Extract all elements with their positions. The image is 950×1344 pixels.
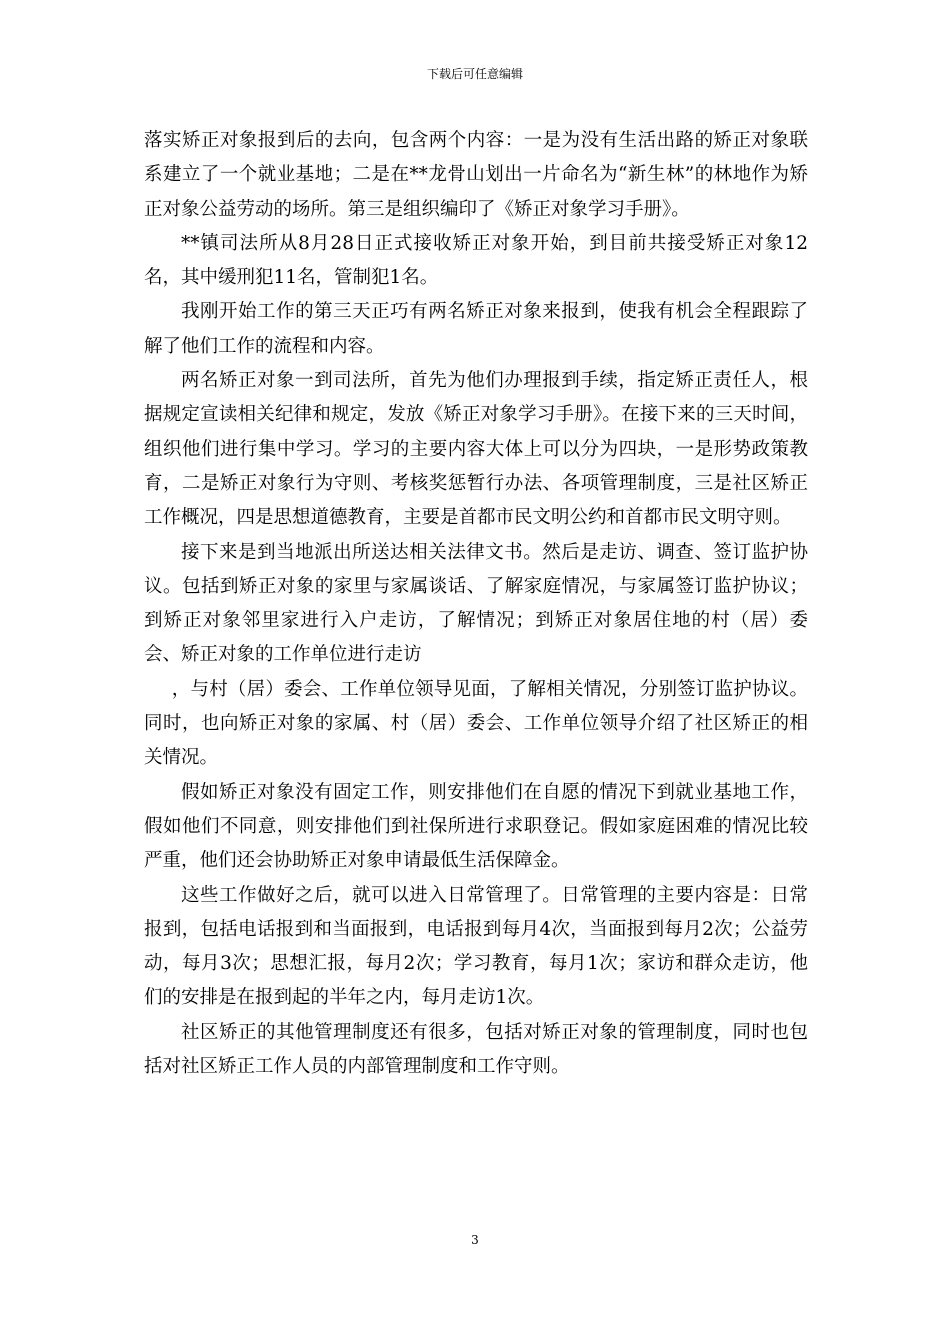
paragraph-5: 接下来是到当地派出所送达相关法律文书。然后是走访、调查、签订监护协议。包括到矫正对象的家里与家属谈话、了解家庭情况，与家属签订监护协议；到矫正对象邻里家进行入户走访，了解情况；到矫正对象居住地的村（居）委会、矫正对象的工作单位进行走访: [144, 541, 808, 666]
paragraph-4: 两名矫正对象一到司法所，首先为他们办理报到手续，指定矫正责任人，根据规定宣读相关纪律和规定，发放《矫正对象学习手册》。在接下来的三天时间，组织他们进行集中学习。学习的主要内容大体上可以分为四块，一是形势政策教育，二是矫正对象行为守则、考核奖惩暂行办法、各项管理制度，三是社区矫正工作概况，四是思想道德教育，主要是首都市民文明公约和首都市民文明守则。: [144, 370, 808, 529]
document-body: [144, 124, 808, 1084]
page-number: 3: [471, 1233, 479, 1247]
paragraph-1: 落实矫正对象报到后的去向，包含两个内容：一是为没有生活出路的矫正对象联系建立了一个就业基地；二是在**龙骨山划出一片命名为“新生林”的林地作为矫正对象公益劳动的场所。第三是组织编印了《矫正对象学习手册》。: [144, 130, 808, 220]
paragraph-2: **镇司法所从8月28日正式接收矫正对象开始，到目前共接受矫正对象12名，其中缓刑犯11名，管制犯1名。: [144, 232, 808, 289]
paragraph-3: 我刚开始工作的第三天正巧有两名矫正对象来报到，使我有机会全程跟踪了解了他们工作的流程和内容。: [144, 301, 808, 357]
paragraph-6: ，与村（居）委会、工作单位领导见面，了解相关情况，分别签订监护协议。同时，也向矫正对象的家属、村（居）委会、工作单位领导介绍了社区矫正的相关情况。: [144, 678, 808, 769]
paragraph-7: 假如矫正对象没有固定工作，则安排他们在自愿的情况下到就业基地工作，假如他们不同意，则安排他们到社保所进行求职登记。假如家庭困难的情况比较严重，他们还会协助矫正对象申请最低生活保障金。: [144, 781, 808, 872]
paragraph-9: 社区矫正的其他管理制度还有很多，包括对矫正对象的管理制度，同时也包括对社区矫正工作人员的内部管理制度和工作守则。: [144, 1021, 808, 1078]
paragraph-8: 这些工作做好之后，就可以进入日常管理了。日常管理的主要内容是：日常报到，包括电话报到和当面报到，电话报到每月4次，当面报到每月2次；公益劳动，每月3次；思想汇报，每月2次；学习教育，每月1次；家访和群众走访，他们的安排是在报到起的半年之内，每月走访1次。: [144, 884, 808, 1009]
page-header: 下载后可任意编辑: [426, 67, 523, 81]
